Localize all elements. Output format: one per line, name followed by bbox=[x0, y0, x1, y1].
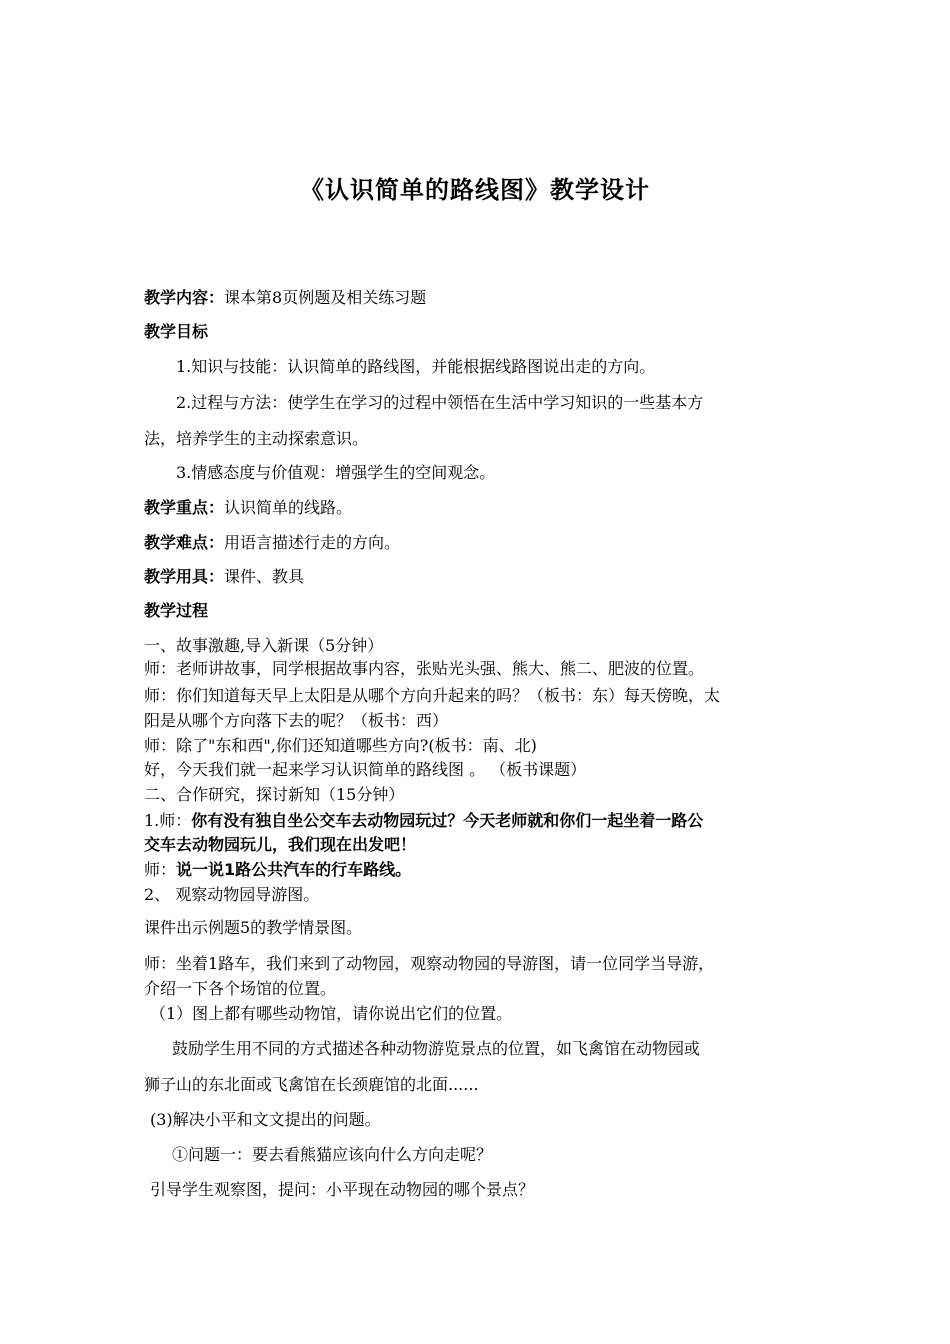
process-line: 引导学生观察图，提问：小平现在动物园的哪个景点？ bbox=[150, 1180, 535, 1199]
goals-heading: 教学目标 bbox=[144, 322, 209, 341]
goal-2-line-1: 2.过程与方法：使学生在学习的过程中领悟在生活中学习知识的一些基本方 bbox=[176, 393, 704, 412]
process-line: ①问题一：要去看熊猫应该向什么方向走呢？ bbox=[172, 1145, 493, 1164]
line-prefix: 1.师： bbox=[144, 811, 192, 830]
process-line: 阳是从哪个方向落下去的呢？（板书：西） bbox=[144, 711, 449, 730]
process-line: 师：老师讲故事，同学根据故事内容，张贴光头强、熊大、熊二、肥波的位置。 bbox=[144, 659, 705, 678]
line-bold-text: 你有没有独自坐公交车去动物园玩过？今天老师就和你们一起坐着一路公 bbox=[191, 811, 704, 830]
process-line: 介绍一下各个场馆的位置。 bbox=[144, 979, 337, 998]
goal-1: 1.知识与技能：认识简单的路线图，并能根据线路图说出走的方向。 bbox=[176, 357, 656, 376]
process-line: 狮子山的东北面或飞禽馆在长颈鹿馆的北面...... bbox=[144, 1075, 479, 1094]
tools-label: 教学用具： bbox=[144, 567, 225, 586]
process-heading: 教学过程 bbox=[144, 601, 209, 620]
process-line: 交车去动物园玩儿，我们现在出发吧！ bbox=[144, 835, 417, 854]
goal-3: 3.情感态度与价值观：增强学生的空间观念。 bbox=[176, 463, 496, 482]
difficulty-label: 教学难点： bbox=[144, 533, 225, 552]
process-line: (3)解决小平和文文提出的问题。 bbox=[150, 1110, 381, 1129]
page-title: 《认识简单的路线图》教学设计 bbox=[300, 176, 650, 204]
process-line: 二、合作研究，探讨新知（15分钟） bbox=[144, 785, 405, 804]
key-point-text: 认识简单的线路。 bbox=[224, 498, 353, 517]
process-line: 师：除了"东和西",你们还知道哪些方向?(板书：南、北) bbox=[144, 736, 537, 755]
teaching-content-label: 教学内容： bbox=[144, 288, 225, 307]
difficulty-line bbox=[144, 533, 824, 553]
process-line: （1）图上都有哪些动物馆，请你说出它们的位置。 bbox=[150, 1004, 513, 1023]
process-line bbox=[144, 811, 824, 831]
process-line: 好，今天我们就一起来学习认识简单的路线图 。 （板书课题） bbox=[144, 760, 587, 779]
key-point-label: 教学重点： bbox=[144, 498, 225, 517]
difficulty-text: 用语言描述行走的方向。 bbox=[224, 533, 401, 552]
line-bold-text: 说一说1路公共汽车的行车路线。 bbox=[176, 860, 412, 879]
process-line: 一、故事激趣,导入新课（5分钟） bbox=[144, 636, 384, 655]
line-prefix: 师： bbox=[144, 860, 177, 879]
process-line: 师：你们知道每天早上太阳是从哪个方向升起来的吗？（板书：东）每天傍晚，太 bbox=[144, 686, 721, 705]
process-line bbox=[144, 860, 824, 880]
process-line: 2、 观察动物园导游图。 bbox=[144, 885, 320, 904]
process-line: 鼓励学生用不同的方式描述各种动物游览景点的位置，如飞禽馆在动物园或 bbox=[172, 1039, 701, 1058]
process-line: 师：坐着1路车，我们来到了动物园，观察动物园的导游图，请一位同学当导游， bbox=[144, 954, 715, 973]
teaching-content-line bbox=[144, 288, 824, 308]
goal-2-line-2: 法，培养学生的主动探索意识。 bbox=[144, 429, 369, 448]
key-point-line bbox=[144, 498, 824, 518]
teaching-content-text: 课本第8页例题及相关练习题 bbox=[224, 288, 427, 307]
tools-text: 课件、教具 bbox=[224, 567, 305, 586]
tools-line bbox=[144, 567, 824, 587]
process-line: 课件出示例题5的教学情景图。 bbox=[144, 918, 363, 937]
